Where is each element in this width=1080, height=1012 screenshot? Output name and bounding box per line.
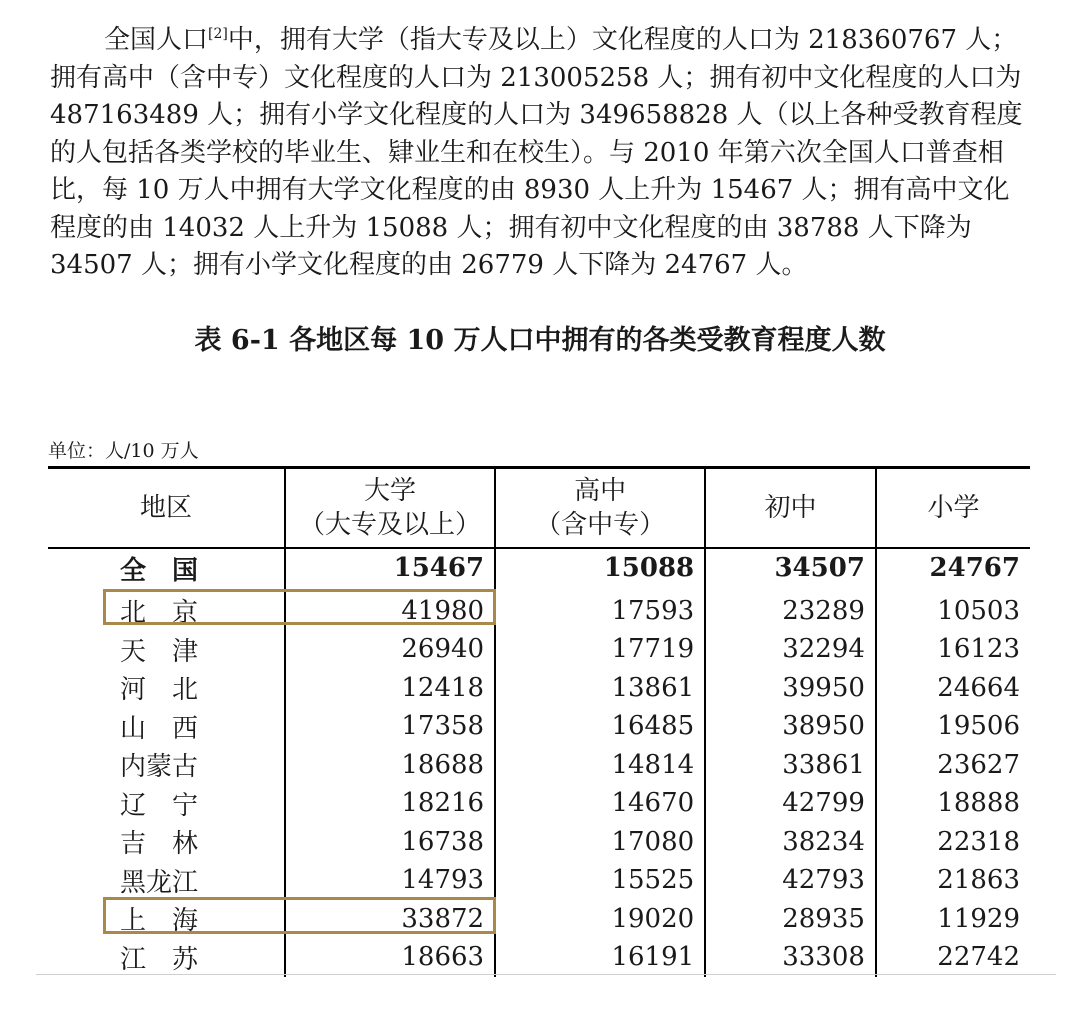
cell-university: 16738: [285, 823, 495, 862]
cell-university: 17358: [285, 707, 495, 746]
cell-middleschool: 42799: [705, 784, 876, 823]
table-row: [48, 861, 1030, 900]
table-header-row: [48, 468, 1030, 549]
table-row: [48, 746, 1030, 785]
footnote-reference[interactable]: [2]: [208, 26, 228, 42]
cell-highschool: 15525: [495, 861, 705, 900]
cell-highschool: 16191: [495, 938, 705, 977]
cell-region: 山 西: [120, 713, 199, 744]
table-row: [48, 784, 1030, 823]
table-total-row: [48, 548, 1030, 588]
cell-middleschool: 42793: [705, 861, 876, 900]
cell-primary: 11929: [876, 900, 1030, 939]
cell-middleschool: 39950: [705, 669, 876, 708]
cell-university: 41980: [285, 588, 495, 631]
header-middleschool: 初中: [705, 468, 876, 549]
cell-primary: 21863: [876, 861, 1030, 900]
cell-university: 15467: [285, 548, 495, 588]
cell-middleschool: 23289: [705, 588, 876, 631]
cell-region: 北 京: [120, 598, 199, 629]
cell-middleschool: 38234: [705, 823, 876, 862]
cell-highschool: 17719: [495, 630, 705, 669]
cell-primary: 10503: [876, 588, 1030, 631]
cell-region: 内蒙古: [120, 752, 199, 783]
cell-primary: 24664: [876, 669, 1030, 708]
cell-highschool: 17593: [495, 588, 705, 631]
cell-region: 全 国: [120, 555, 199, 586]
paragraph-text-part1: 全国人口: [104, 25, 209, 55]
paragraph-text-part2: 中，拥有大学（指大专及以上）文化程度的人口为 218360767 人；拥有高中（含中专）文化程度的人口为 213005258 人；拥有初中文化程度的人口为 487163489 人；拥有小学文化程度的人口为 349658828 人（以上各种受教育程度的人包括各类学校的毕业生、肄业生和在校生）。与 2010 年第六次全国人口普查相比，每 10 万人中拥有大学文化程度的由 8930 人上升为 15467 人；拥有高中文化程度的由 14032 人上升为 15088 人；拥有初中文化程度的由 38788 人下降为 34507 人；拥有小学文化程度的由 26779 人下降为 24767 人。: [50, 25, 1023, 280]
cell-highschool: 13861: [495, 669, 705, 708]
table-row: [48, 669, 1030, 708]
cell-highschool: 16485: [495, 707, 705, 746]
cell-university: 14793: [285, 861, 495, 900]
cell-middleschool: 32294: [705, 630, 876, 669]
cell-primary: 24767: [876, 548, 1030, 588]
education-table: [48, 466, 1030, 977]
cell-region: 江 苏: [120, 944, 199, 975]
cell-region: 河 北: [120, 675, 199, 706]
cell-university: 18216: [285, 784, 495, 823]
unit-label: 单位：人/10 万人: [48, 440, 199, 462]
header-highschool-line1: 高中: [574, 476, 627, 506]
cell-highschool: 15088: [495, 548, 705, 588]
cell-region: 辽 宁: [120, 790, 199, 821]
header-university-line1: 大学: [364, 476, 417, 506]
cell-middleschool: 38950: [705, 707, 876, 746]
cell-middleschool: 28935: [705, 900, 876, 939]
header-highschool-line2: （含中专）: [535, 510, 666, 540]
header-university: [285, 468, 495, 549]
intro-paragraph: [50, 22, 1030, 285]
cell-university: 33872: [285, 900, 495, 939]
cell-region: 天 津: [120, 636, 199, 667]
header-highschool: [495, 468, 705, 549]
cell-region: 黑龙江: [120, 867, 199, 898]
cell-university: 18663: [285, 938, 495, 977]
table-row: [48, 707, 1030, 746]
cell-middleschool: 33308: [705, 938, 876, 977]
cell-primary: 22318: [876, 823, 1030, 862]
table-row: [48, 938, 1030, 977]
cell-primary: 18888: [876, 784, 1030, 823]
cell-highschool: 17080: [495, 823, 705, 862]
header-primary: 小学: [876, 468, 1030, 549]
cell-middleschool: 33861: [705, 746, 876, 785]
table-row: [48, 588, 1030, 631]
page-divider: [36, 974, 1056, 975]
table-row: [48, 630, 1030, 669]
cell-university: 18688: [285, 746, 495, 785]
cell-university: 26940: [285, 630, 495, 669]
cell-university: 12418: [285, 669, 495, 708]
cell-primary: 16123: [876, 630, 1030, 669]
cell-highschool: 14670: [495, 784, 705, 823]
cell-primary: 19506: [876, 707, 1030, 746]
header-university-line2: （大专及以上）: [299, 510, 482, 540]
cell-primary: 23627: [876, 746, 1030, 785]
table-row: [48, 900, 1030, 939]
header-region: 地区: [48, 468, 285, 549]
cell-highschool: 14814: [495, 746, 705, 785]
table-title: 表 6-1 各地区每 10 万人口中拥有的各类受教育程度人数: [194, 325, 886, 356]
cell-highschool: 19020: [495, 900, 705, 939]
table-row: [48, 823, 1030, 862]
cell-primary: 22742: [876, 938, 1030, 977]
cell-middleschool: 34507: [705, 548, 876, 588]
cell-region: 上 海: [120, 906, 199, 937]
cell-region: 吉 林: [120, 829, 199, 860]
